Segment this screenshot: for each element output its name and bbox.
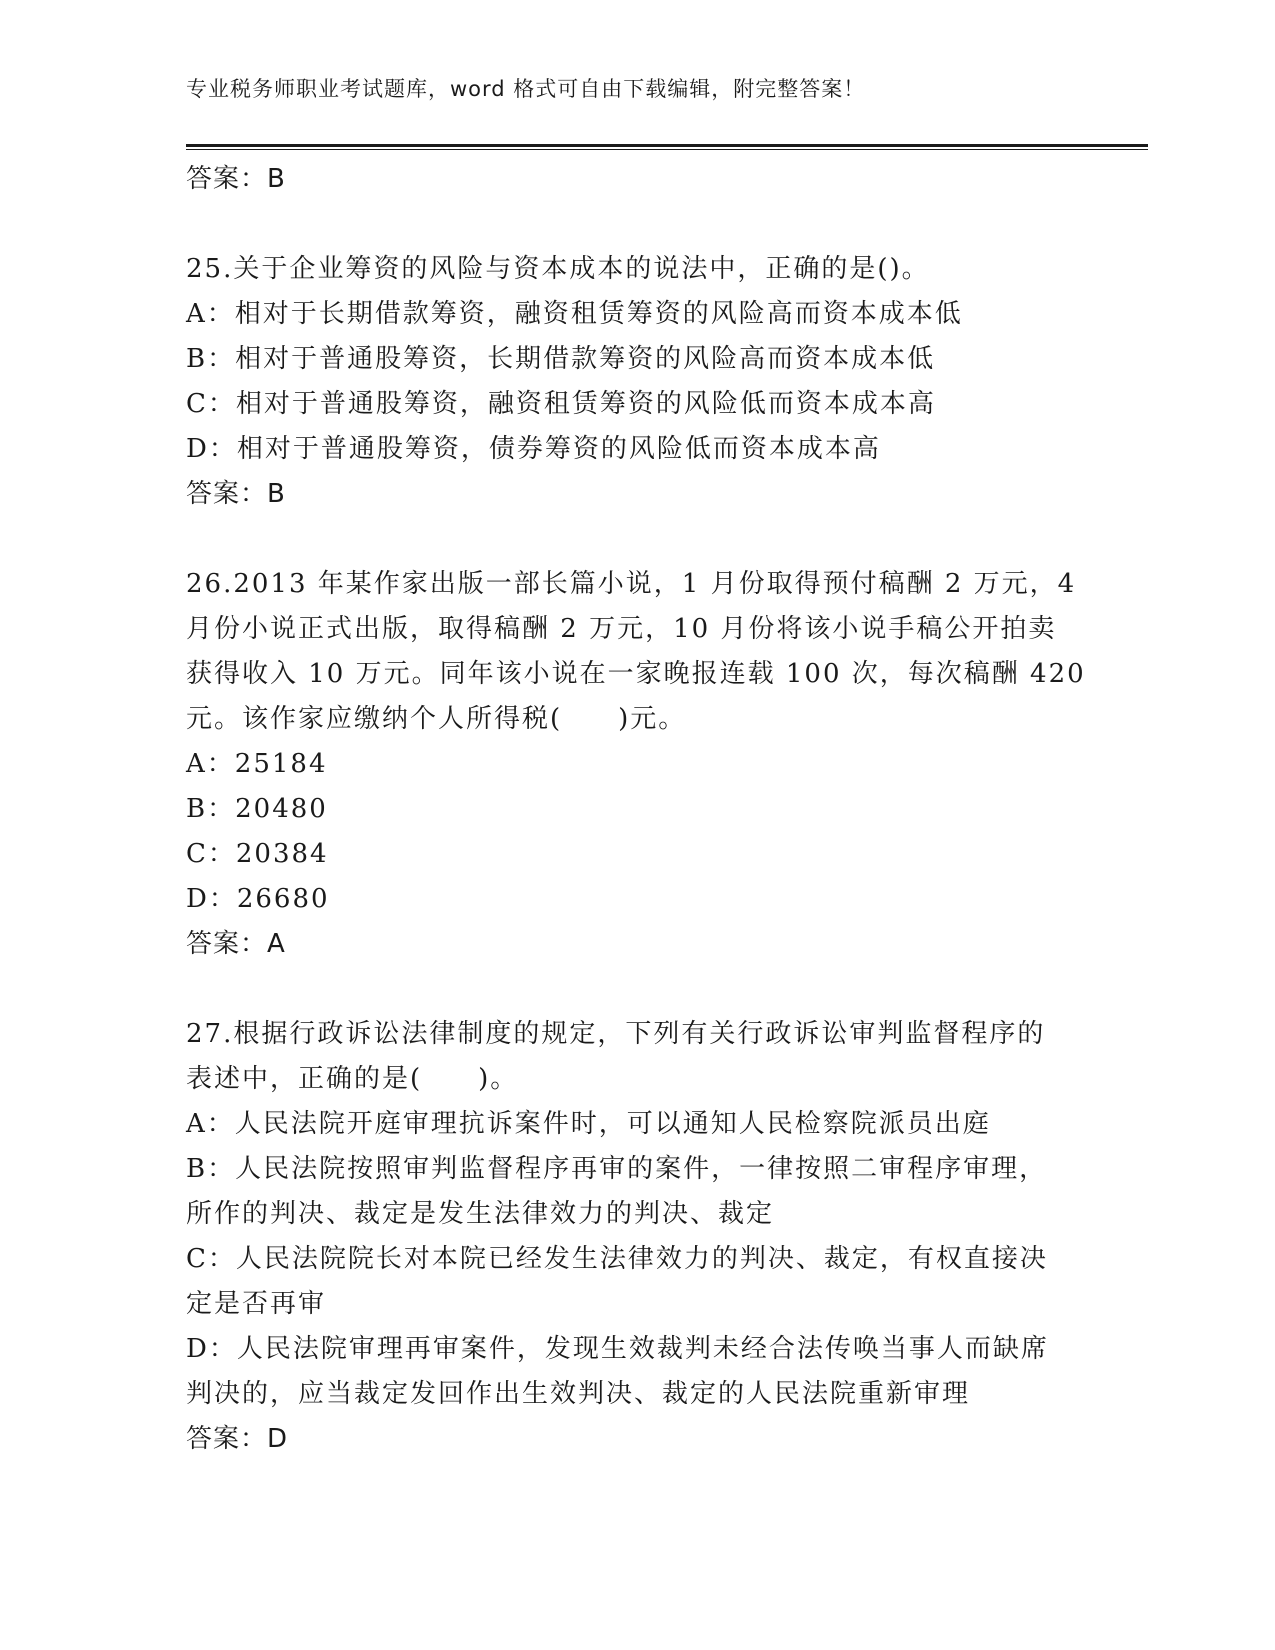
option-c-continued: 定是否再审 bbox=[186, 1289, 327, 1319]
question-stem-line: 25.关于企业筹资的风险与资本成本的说法中，正确的是()。 bbox=[186, 254, 930, 284]
answer-line: 答案：B bbox=[186, 479, 286, 509]
spacer bbox=[186, 202, 1076, 247]
option-a: A：相对于长期借款筹资，融资租赁筹资的风险高而资本成本低 bbox=[186, 299, 963, 329]
question-stem-line: 27.根据行政诉讼法律制度的规定，下列有关行政诉讼审判监督程序的 bbox=[186, 1019, 1046, 1049]
previous-answer: 答案：B bbox=[186, 164, 286, 194]
option-b: B：相对于普通股筹资，长期借款筹资的风险高而资本成本低 bbox=[186, 344, 936, 374]
option-d: D：26680 bbox=[186, 884, 330, 914]
question-block bbox=[186, 247, 1076, 517]
option-c: C：相对于普通股筹资，融资租赁筹资的风险低而资本成本高 bbox=[186, 389, 936, 419]
spacer bbox=[186, 967, 1076, 1012]
option-d: D：相对于普通股筹资，债券筹资的风险低而资本成本高 bbox=[186, 434, 881, 464]
option-b: B：人民法院按照审判监督程序再审的案件，一律按照二审程序审理， bbox=[186, 1154, 1048, 1184]
spacer bbox=[186, 517, 1076, 562]
option-a: A：人民法院开庭审理抗诉案件时，可以通知人民检察院派员出庭 bbox=[186, 1109, 991, 1139]
question-stem-line: 26.2013 年某作家出版一部长篇小说，1 月份取得预付稿酬 2 万元，4 bbox=[186, 569, 1077, 599]
question-stem-line: 元。该作家应缴纳个人所得税( )元。 bbox=[186, 704, 687, 734]
option-c: C：人民法院院长对本院已经发生法律效力的判决、裁定，有权直接决 bbox=[186, 1244, 1048, 1274]
option-b: B：20480 bbox=[186, 794, 328, 824]
option-b-continued: 所作的判决、裁定是发生法律效力的判决、裁定 bbox=[186, 1199, 775, 1229]
answer-line: 答案：D bbox=[186, 1424, 289, 1454]
question-stem-line: 获得收入 10 万元。同年该小说在一家晚报连载 100 次，每次稿酬 420 bbox=[186, 659, 1086, 689]
option-a: A：25184 bbox=[186, 749, 328, 779]
question-stem-line: 表述中，正确的是( )。 bbox=[186, 1064, 519, 1094]
page-header: 专业税务师职业考试题库，word 格式可自由下载编辑，附完整答案！ bbox=[186, 77, 866, 101]
question-block bbox=[186, 1012, 1076, 1462]
option-c: C：20384 bbox=[186, 839, 329, 869]
option-d-continued: 判决的，应当裁定发回作出生效判决、裁定的人民法院重新审理 bbox=[186, 1379, 971, 1409]
question-stem-line: 月份小说正式出版，取得稿酬 2 万元，10 月份将该小说手稿公开拍卖 bbox=[186, 614, 1057, 644]
option-d: D：人民法院审理再审案件，发现生效裁判未经合法传唤当事人而缺席 bbox=[186, 1334, 1049, 1364]
header-rule-thick bbox=[186, 144, 1148, 147]
header-rule-thin bbox=[186, 149, 1148, 150]
question-body bbox=[186, 157, 1086, 1462]
answer-line: 答案：A bbox=[186, 929, 286, 959]
question-block bbox=[186, 562, 1086, 967]
